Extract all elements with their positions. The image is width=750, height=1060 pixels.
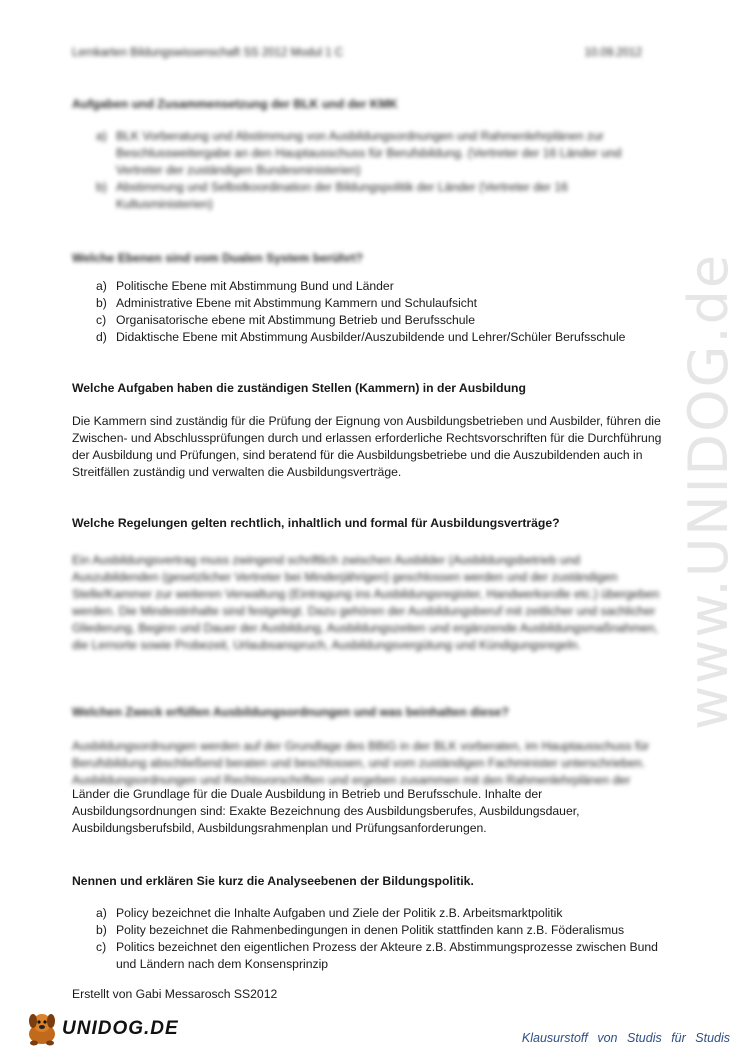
item-text: Politische Ebene mit Abstimmung Bund und Länder bbox=[116, 279, 394, 293]
item-text: Polity bezeichnet die Rahmenbedingungen in denen Politik stattfinden kann z.B. Föderalismus bbox=[116, 923, 625, 937]
section-body-blurred: Ausbildungsordnungen werden auf der Grundlage des BBiG in der BLK vorberaten, im Hauptausschuss für Berufsbildung abschließend beraten und beschlossen, und vom zuständigen Fachminister unterschrieben. Ausbildungsordnungen und Rechtsvorschriften und ergeben zusammen mit den Rahmenlehrplänen der bbox=[72, 739, 650, 787]
item-text: Organisatorische ebene mit Abstimmung Betrieb und Berufsschule bbox=[116, 313, 476, 327]
item-marker: b) bbox=[96, 923, 107, 937]
item-marker: a) bbox=[96, 906, 107, 920]
section-heading: Welche Ebenen sind vom Dualen System berührt? bbox=[72, 251, 363, 265]
section-body: Länder die Grundlage für die Duale Ausbildung in Betrieb und Berufsschule. Inhalte der Ausbildungsordnungen sind: Exakte Bezeichnung des Ausbildungsberufes, Ausbildungsdauer, Ausbildungsberufsbild, Ausbildungsrahmenplan und Prüfungsanforderungen. bbox=[72, 787, 580, 835]
list-item bbox=[72, 128, 647, 179]
logo-text: UNIDOG.DE bbox=[62, 1017, 179, 1039]
page-header bbox=[72, 45, 642, 62]
header-title: Lernkarten Bildungswissenschaft SS 2012 Modul 1 C bbox=[72, 47, 344, 59]
list-item bbox=[72, 312, 662, 329]
item-list bbox=[72, 128, 647, 213]
item-marker: c) bbox=[96, 940, 107, 954]
item-text: Didaktische Ebene mit Abstimmung Ausbilder/Auszubildende und Lehrer/Schüler Berufsschule bbox=[116, 330, 626, 344]
analyse-list bbox=[72, 905, 662, 973]
section-blk-kmk bbox=[72, 96, 647, 213]
list-item bbox=[72, 939, 662, 973]
item-text: BLK Vorberatung und Abstimmung von Ausbildungsordnungen und Rahmenlehrplänen zur Beschlussweitergabe an den Hauptausschuss für Berufsbildung. (Vertreter der 16 Länder und Vertreter der zuständigen Bundesministerien) bbox=[116, 129, 622, 177]
item-text: Abstimmung und Selbstkoordination der Bildungspolitik der Länder (Vertreter der 16 Kultusministerien) bbox=[116, 180, 568, 211]
list-item bbox=[72, 329, 662, 346]
item-text: Policy bezeichnet die Inhalte Aufgaben und Ziele der Politik z.B. Arbeitsmarktpolitik bbox=[116, 906, 563, 920]
list-item bbox=[72, 278, 662, 295]
item-text: Politics bezeichnet den eigentlichen Prozess der Akteure z.B. Abstimmungsprozesse zwischen Bund und Ländern nach dem Konsensprinzip bbox=[116, 940, 658, 971]
ebenen-list bbox=[72, 278, 662, 346]
footer-tagline: Klausurstoff von Studis für Studis bbox=[521, 1031, 730, 1045]
section-heading: Welche Regelungen gelten rechtlich, inhaltlich und formal für Ausbildungsverträge? bbox=[72, 516, 560, 530]
author-line: Erstellt von Gabi Messarosch SS2012 bbox=[72, 987, 278, 1001]
list-item bbox=[72, 922, 662, 939]
item-marker: a) bbox=[96, 129, 107, 143]
section-heading: Welche Aufgaben haben die zuständigen Stellen (Kammern) in der Ausbildung bbox=[72, 381, 526, 395]
item-text: Administrative Ebene mit Abstimmung Kammern und Schulaufsicht bbox=[116, 296, 478, 310]
unidog-logo bbox=[22, 1010, 179, 1046]
section-heading: Welchen Zweck erfüllen Ausbildungsordnungen und was beinhalten diese? bbox=[72, 705, 509, 719]
section-heading: Aufgaben und Zusammensetzung der BLK und der KMK bbox=[72, 97, 398, 111]
item-marker: b) bbox=[96, 180, 107, 194]
item-marker: d) bbox=[96, 330, 107, 344]
list-item bbox=[72, 905, 662, 922]
watermark: www.UNIDOG.de bbox=[677, 252, 740, 730]
list-item bbox=[72, 295, 662, 312]
item-marker: c) bbox=[96, 313, 107, 327]
dog-icon bbox=[22, 1010, 62, 1046]
section-body: Die Kammern sind zuständig für die Prüfung der Eignung von Ausbildungsbetrieben und Ausbilder, führen die Zwischen- und Abschlussprüfungen durch und erlassen erforderliche Rechtsvorschriften für die Durchführung der Ausbildung und Prüfungen, sind beratend für die Ausbildungsbetriebe und die Auszubildenden auch in Streitfällen zuständig und verwalten die Ausbildungsverträge. bbox=[72, 414, 662, 479]
item-marker: b) bbox=[96, 296, 107, 310]
item-marker: a) bbox=[96, 279, 107, 293]
header-date: 10.09.2012 bbox=[584, 47, 642, 59]
list-item bbox=[72, 179, 647, 213]
section-body: Ein Ausbildungsvertrag muss zwingend schriftlich zwischen Ausbilder (Ausbildungsbetrieb und Auszubildenden (gesetzlicher Vertreter bei Minderjährigen) geschlossen werden und der zuständigen Stelle/Kammer zur weiteren Verwaltung (Eintragung ins Ausbildungsregister, Handwerksrolle etc.) übergeben werden. Die Mindestinhalte sind festgelegt. Dazu gehören der Ausbildungsberuf mit zeitlicher und sachlicher Gliederung, Beginn und Dauer der Ausbildung, Ausbildungszeiten und ergänzende Ausbildungsmaßnahmen, die Lernorte sowie Probezeit, Urlaubsanspruch, Ausbildungsvergütung und Kündigungsregeln. bbox=[72, 553, 660, 652]
section-heading: Nennen und erklären Sie kurz die Analyseebenen der Bildungspolitik. bbox=[72, 874, 474, 888]
